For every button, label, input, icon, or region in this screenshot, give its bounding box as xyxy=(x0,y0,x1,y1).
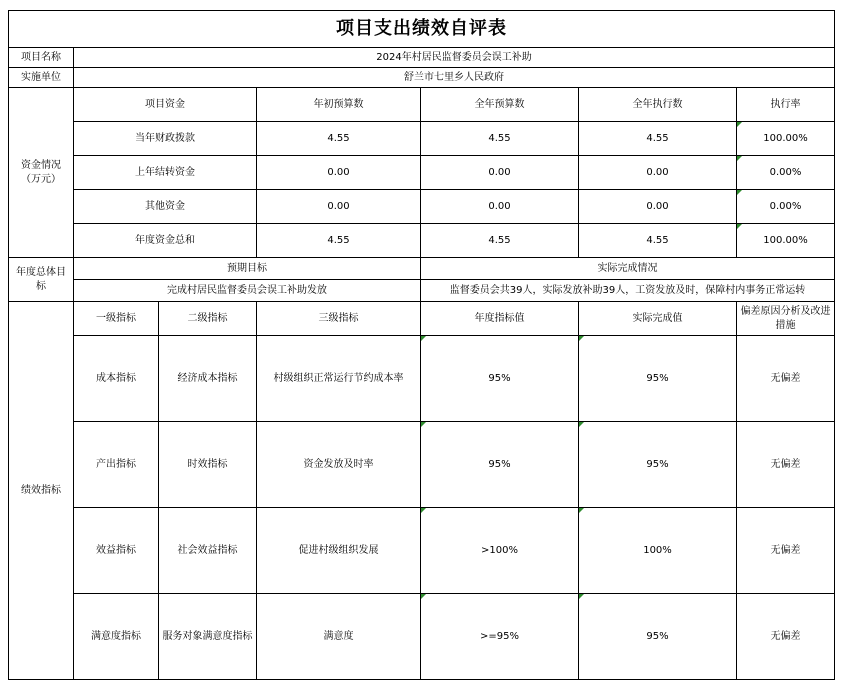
performance-row-deviation: 无偏差 xyxy=(737,336,835,422)
performance-row xyxy=(9,508,835,594)
goals-actual-value: 监督委员会共39人，实际发放补助39人，工资发放及时，保障村内事务正常运转 xyxy=(421,280,835,302)
performance-header-actual: 实际完成值 xyxy=(579,302,737,336)
goals-actual-label: 实际完成情况 xyxy=(421,258,835,280)
performance-header-target: 年度指标值 xyxy=(421,302,579,336)
funds-row xyxy=(9,190,835,224)
performance-row xyxy=(9,336,835,422)
performance-row-deviation: 无偏差 xyxy=(737,422,835,508)
performance-row xyxy=(9,422,835,508)
performance-row-l2: 经济成本指标 xyxy=(159,336,257,422)
performance-self-evaluation-sheet xyxy=(8,10,835,680)
performance-header-row xyxy=(9,302,835,336)
performance-header-deviation: 偏差原因分析及改进措施 xyxy=(737,302,835,336)
funds-row-rate: 0.00% xyxy=(737,190,835,224)
performance-row-l1: 成本指标 xyxy=(74,336,159,422)
funds-header-item: 项目资金 xyxy=(74,88,257,122)
performance-row-l3: 促进村级组织发展 xyxy=(257,508,421,594)
funds-row-name: 其他资金 xyxy=(74,190,257,224)
performance-row-l2: 时效指标 xyxy=(159,422,257,508)
funds-row-name: 年度资金总和 xyxy=(74,224,257,258)
performance-row-l3: 村级组织正常运行节约成本率 xyxy=(257,336,421,422)
funds-row xyxy=(9,224,835,258)
performance-row-deviation: 无偏差 xyxy=(737,594,835,680)
funds-row-initial: 0.00 xyxy=(257,156,421,190)
performance-row-l2: 社会效益指标 xyxy=(159,508,257,594)
project-name-value: 2024年村居民监督委员会误工补助 xyxy=(74,48,835,68)
performance-row-l1: 满意度指标 xyxy=(74,594,159,680)
funds-row-name: 上年结转资金 xyxy=(74,156,257,190)
unit-row xyxy=(9,68,835,88)
funds-row xyxy=(9,122,835,156)
funds-section-label: 资金情况 （万元） xyxy=(9,88,74,258)
funds-header-executed: 全年执行数 xyxy=(579,88,737,122)
funds-row-annual: 4.55 xyxy=(421,224,579,258)
performance-header-l1: 一级指标 xyxy=(74,302,159,336)
funds-row xyxy=(9,156,835,190)
performance-row-target: 95% xyxy=(421,422,579,508)
funds-row-rate: 0.00% xyxy=(737,156,835,190)
performance-row-actual: 95% xyxy=(579,594,737,680)
performance-header-l2: 二级指标 xyxy=(159,302,257,336)
performance-row-l1: 产出指标 xyxy=(74,422,159,508)
performance-row-l2: 服务对象满意度指标 xyxy=(159,594,257,680)
performance-row-target: >=95% xyxy=(421,594,579,680)
funds-row-executed: 0.00 xyxy=(579,156,737,190)
goals-expected-label: 预期目标 xyxy=(74,258,421,280)
unit-value: 舒兰市七里乡人民政府 xyxy=(74,68,835,88)
funds-row-annual: 4.55 xyxy=(421,122,579,156)
funds-header-initial: 年初预算数 xyxy=(257,88,421,122)
funds-row-annual: 0.00 xyxy=(421,190,579,224)
performance-section-label: 绩效指标 xyxy=(9,302,74,680)
funds-row-name: 当年财政拨款 xyxy=(74,122,257,156)
funds-row-executed: 4.55 xyxy=(579,224,737,258)
goals-header-row xyxy=(9,258,835,280)
project-name-label: 项目名称 xyxy=(9,48,74,68)
unit-label: 实施单位 xyxy=(9,68,74,88)
performance-row-target: 95% xyxy=(421,336,579,422)
performance-row xyxy=(9,594,835,680)
performance-row-actual: 95% xyxy=(579,336,737,422)
funds-header-annual: 全年预算数 xyxy=(421,88,579,122)
funds-row-rate: 100.00% xyxy=(737,122,835,156)
performance-row-actual: 100% xyxy=(579,508,737,594)
page-title: 项目支出绩效自评表 xyxy=(9,11,835,48)
funds-row-initial: 4.55 xyxy=(257,224,421,258)
funds-header-row xyxy=(9,88,835,122)
performance-row-l3: 满意度 xyxy=(257,594,421,680)
funds-row-initial: 0.00 xyxy=(257,190,421,224)
funds-row-executed: 4.55 xyxy=(579,122,737,156)
performance-header-l3: 三级指标 xyxy=(257,302,421,336)
funds-row-executed: 0.00 xyxy=(579,190,737,224)
performance-row-target: >100% xyxy=(421,508,579,594)
goals-expected-value: 完成村居民监督委员会误工补助发放 xyxy=(74,280,421,302)
performance-row-deviation: 无偏差 xyxy=(737,508,835,594)
performance-row-actual: 95% xyxy=(579,422,737,508)
project-name-row xyxy=(9,48,835,68)
goals-content-row xyxy=(9,280,835,302)
goals-section-label: 年度总体目 标 xyxy=(9,258,74,302)
title-row xyxy=(9,11,835,48)
funds-row-initial: 4.55 xyxy=(257,122,421,156)
funds-row-annual: 0.00 xyxy=(421,156,579,190)
performance-row-l3: 资金发放及时率 xyxy=(257,422,421,508)
evaluation-table xyxy=(8,10,835,680)
performance-row-l1: 效益指标 xyxy=(74,508,159,594)
funds-header-rate: 执行率 xyxy=(737,88,835,122)
funds-row-rate: 100.00% xyxy=(737,224,835,258)
